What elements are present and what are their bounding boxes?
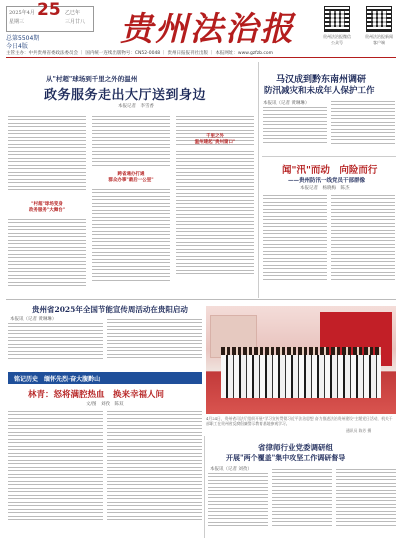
bottom-headline: 省律师行业党委调研组 <box>258 443 333 452</box>
news-photo <box>206 306 396 414</box>
feature-byline: 文/图 刘孜 陈双 <box>86 402 124 407</box>
issue-number: 总第5504期 <box>6 35 40 42</box>
right-body-2b <box>331 192 395 296</box>
feature-body-col2 <box>107 408 202 538</box>
bottom-byline: 本报讯（记者 刘孜） <box>210 467 252 472</box>
lead-kicker: 从"村超"球场到千里之外的温州 <box>46 75 138 83</box>
date-text: 2025年4月 <box>9 10 35 16</box>
right-byline-1: 本报讯（记者 黄琳琳） <box>263 101 310 106</box>
right-headline-1b: 防汛减灾和未成年人保护工作 <box>264 86 375 96</box>
bottom-body-col2 <box>272 466 332 538</box>
weekday-text: 星期三 <box>9 19 25 25</box>
lead-subhead: "村超"球场变身 政务服务"大舞台" <box>28 202 66 213</box>
group-of-people <box>221 355 381 398</box>
mid-body-col2 <box>107 316 202 368</box>
right-body-2a <box>263 192 327 296</box>
lead-body-col1b <box>8 216 86 296</box>
lead-subhead: 千里之外 温州建起"贵州窗口" <box>194 134 236 145</box>
lead-body-col2b <box>92 186 170 296</box>
mid-byline: 本报讯（记者 黄琳琳） <box>10 317 57 322</box>
feature-body-col1 <box>8 408 103 538</box>
lead-body-col3b <box>176 148 254 296</box>
section-divider <box>6 299 396 300</box>
qr-code-icon <box>366 6 392 32</box>
date-box <box>6 0 94 32</box>
lead-body-col2 <box>92 113 170 173</box>
right-byline-2: 本报记者 杨晓梅 陈杰 <box>300 186 350 191</box>
feature-headline: 林青：怒将满腔热血 换来幸福人间 <box>28 390 165 400</box>
publisher-line: 主管主办：中共贵州省委政法委员会 ｜ 国内统一连续出版物号：CN52-0048 ｜ 贵州日报报刊社出版 ｜ 本报网址：www.gzfzb.com <box>6 51 274 56</box>
masthead-divider <box>6 57 396 58</box>
bottom-body-col3 <box>336 466 396 538</box>
qr-caption: 贵州法治报微信公众号 <box>323 34 351 45</box>
photo-credit: 通讯员 陈芳 摄 <box>346 428 372 433</box>
day-number: 25 <box>37 0 61 20</box>
masthead <box>0 0 402 58</box>
mid-body-col1 <box>8 320 103 368</box>
page-count: 今日4版 <box>6 43 28 50</box>
lead-byline: 本报记者 李雪香 <box>118 104 154 109</box>
lunar-label: 乙巳年 <box>65 10 81 16</box>
lunar-date: 三月廿八 <box>65 19 86 25</box>
right-subhead-2: ——贵州防汛一线党员干部群像 <box>288 178 366 184</box>
column-divider <box>258 62 259 298</box>
right-body-1a <box>263 104 327 152</box>
mid-headline: 贵州省2025年全国节能宣传周活动在贵阳启动 <box>32 305 188 314</box>
right-headline-1: 马汉成到黔东南州调研 <box>276 75 367 85</box>
edition-info <box>6 35 39 51</box>
column-divider <box>204 436 205 538</box>
qr-code-icon <box>324 6 350 32</box>
right-headline-2: 闻"汛"而动 向险而行 <box>282 165 378 176</box>
feature-banner-text: 铭记历史 缅怀先烈·奋大腹黔山 <box>14 376 101 383</box>
lead-subhead: 跨省通办打通 群众办事"最后一公里" <box>108 172 154 183</box>
qr-caption: 贵州法治报新闻客户端 <box>365 34 393 45</box>
bottom-body-col1 <box>208 470 268 538</box>
photo-caption: 4月24日，贵州省司法厅组织开展"学习宣传贯彻习近平法治思想 奋力推进法治贵州建设"主题党日活动，机关干部职工在贵州省反腐倡廉警示教育基地参观学习。 <box>206 416 393 426</box>
bottom-headline-2: 开展"两个覆盖"集中攻坚工作调研督导 <box>226 453 346 462</box>
right-body-1b <box>331 98 395 152</box>
section-divider <box>262 156 396 157</box>
lead-body-col1 <box>8 113 86 203</box>
paper-title: 贵州法治报 <box>120 9 295 48</box>
lead-headline: 政务服务走出大厅送到身边 <box>44 88 207 103</box>
